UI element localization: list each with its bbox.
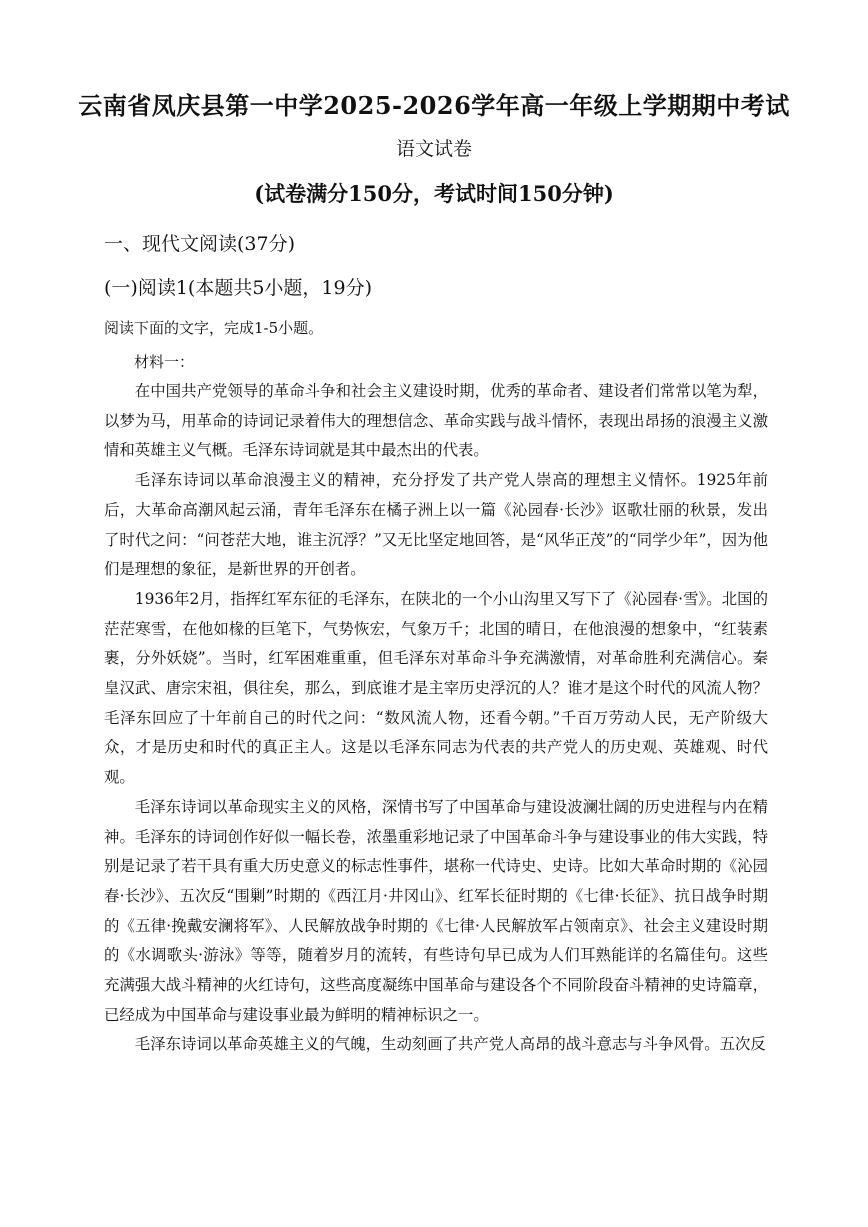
passage-paragraph: 在中国共产党领导的革命斗争和社会主义建设时期，优秀的革命者、建设者们常常以笔为犁，以梦为马，用革命的诗词记录着伟大的理想信念、革命实践与战斗情怀，表现出昂扬的浪漫主义激情和英雄主义气概。毛泽东诗词就是其中最杰出的代表。 xyxy=(104,382,768,460)
exam-score-time-note: (试卷满分150分，考试时间150分钟) xyxy=(254,181,614,206)
material-label: 材料一： xyxy=(134,353,195,371)
passage-paragraph: 毛泽东诗词以革命现实主义的风格，深情书写了中国革命与建设波澜壮阔的历史进程与内在精神。毛泽东的诗词创作好似一幅长卷，浓墨重彩地记录了中国革命斗争与建设事业的伟大实践，特别是记录了若干具有重大历史意义的标志性事件，堪称一代诗史、史诗。比如大革命时期的《沁园春·长沙》、五次反“围剿”时期的《西江月·井冈山》、红军长征时期的《七律·长征》、抗日战争时期的《五律·挽戴安澜将军》、人民解放战争时期的《七律·人民解放军占领南京》、社会主义建设时期的《水调歌头·游泳》等等，随着岁月的流转，有些诗句早已成为人们耳熟能详的名篇佳句。这些充满强大战斗精神的火红诗句，这些高度凝练中国革命与建设各个不同阶段奋斗精神的史诗篇章，已经成为中国革命与建设事业最为鲜明的精神标识之一。 xyxy=(104,797,768,1024)
passage-paragraph: 毛泽东诗词以革命英雄主义的气魄，生动刻画了共产党人高昂的战斗意志与斗争风骨。五次反 xyxy=(134,1035,766,1054)
exam-title: 云南省凤庆县第一中学2025-2026学年高一年级上学期期中考试 xyxy=(78,91,790,120)
subsection-heading: (一)阅读1(本题共5小题，19分) xyxy=(104,277,373,299)
reading-instruction: 阅读下面的文字，完成1-5小题。 xyxy=(104,319,324,337)
passage-paragraph: 毛泽东诗词以革命浪漫主义的精神，充分抒发了共产党人崇高的理想主义情怀。1925年前后，大革命高潮风起云涌，青年毛泽东在橘子洲上以一篇《沁园春·长沙》讴歌壮丽的秋景，发出了时代之问：“问苍茫大地，谁主沉浮？”又无比坚定地回答，是“风华正茂”的“同学少年”，因为他们是理想的象征，是新世界的开创者。 xyxy=(104,471,768,579)
exam-subtitle: 语文试卷 xyxy=(395,138,472,160)
reading-passage xyxy=(104,377,768,1060)
section-heading: 一、现代文阅读(37分) xyxy=(104,233,296,255)
passage-paragraph: 1936年2月，指挥红军东征的毛泽东，在陕北的一个小山沟里又写下了《沁园春·雪》。北国的茫茫寒雪，在他如椽的巨笔下，气势恢宏，气象万千；北国的晴日，在他浪漫的想象中，“红装素裹，分外妖娆”。当时，红军困难重重，但毛泽东对革命斗争充满激情，对革命胜利充满信心。秦皇汉武、唐宗宋祖，俱往矣，那么，到底谁才是主宰历史浮沉的人？谁才是这个时代的风流人物？毛泽东回应了十年前自己的时代之问：“数风流人物，还看今朝。”千百万劳动人民，无产阶级大众，才是历史和时代的真正主人。这是以毛泽东同志为代表的共产党人的历史观、英雄观、时代观。 xyxy=(104,589,768,787)
